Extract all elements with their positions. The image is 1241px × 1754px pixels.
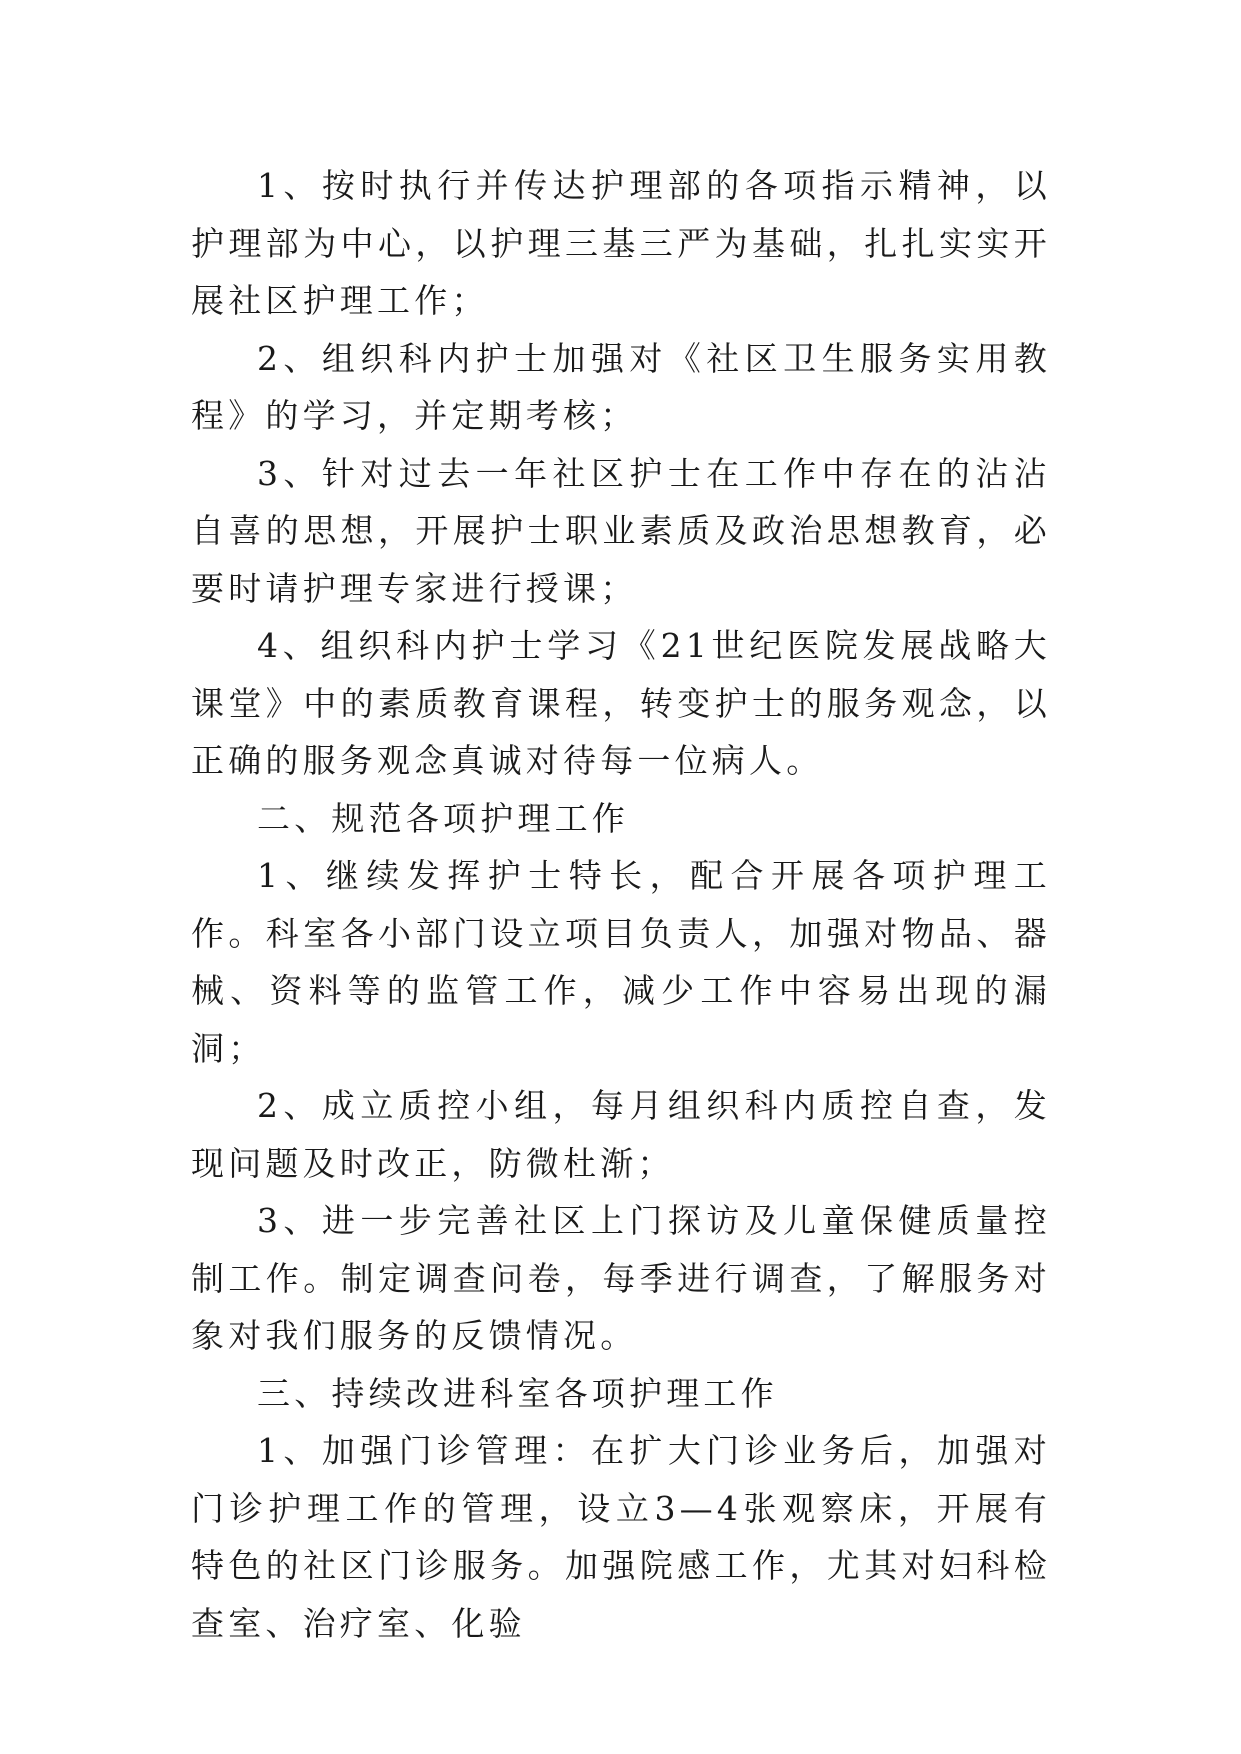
section-heading-3: 三、持续改进科室各项护理工作 [257,1373,778,1413]
paragraph-3: 3、针对过去一年社区护士在工作中存在的沾沾自喜的思想，开展护士职业素质及政治思想教育，必要时请护理专家进行授课； [191,453,1051,608]
paragraph-8: 1、加强门诊管理：在扩大门诊业务后，加强对门诊护理工作的管理，设立3—4张观察床，开展有特色的社区门诊服务。加强院感工作，尤其对妇科检查室、治疗室、化验 [191,1431,1051,1643]
section-heading-2: 二、规范各项护理工作 [257,798,629,838]
paragraph-6: 2、成立质控小组，每月组织科内质控自查，发现问题及时改正，防微杜渐； [191,1086,1051,1183]
paragraph-4: 4、组织科内护士学习《21世纪医院发展战略大课堂》中的素质教育课程，转变护士的服务观念，以正确的服务观念真诚对待每一位病人。 [191,626,1051,780]
document-body [191,157,1051,1652]
paragraph-2: 2、组织科内护士加强对《社区卫生服务实用教程》的学习，并定期考核； [191,338,1051,435]
paragraph-7: 3、进一步完善社区上门探访及儿童保健质量控制工作。制定调查问卷，每季进行调查，了解服务对象对我们服务的反馈情况。 [191,1201,1051,1355]
paragraph-1: 1、按时执行并传达护理部的各项指示精神，以护理部为中心，以护理三基三严为基础，扎扎实实开展社区护理工作； [191,166,1051,320]
paragraph-5: 1、继续发挥护士特长，配合开展各项护理工作。科室各小部门设立项目负责人，加强对物品、器械、资料等的监管工作，减少工作中容易出现的漏洞； [191,856,1051,1068]
